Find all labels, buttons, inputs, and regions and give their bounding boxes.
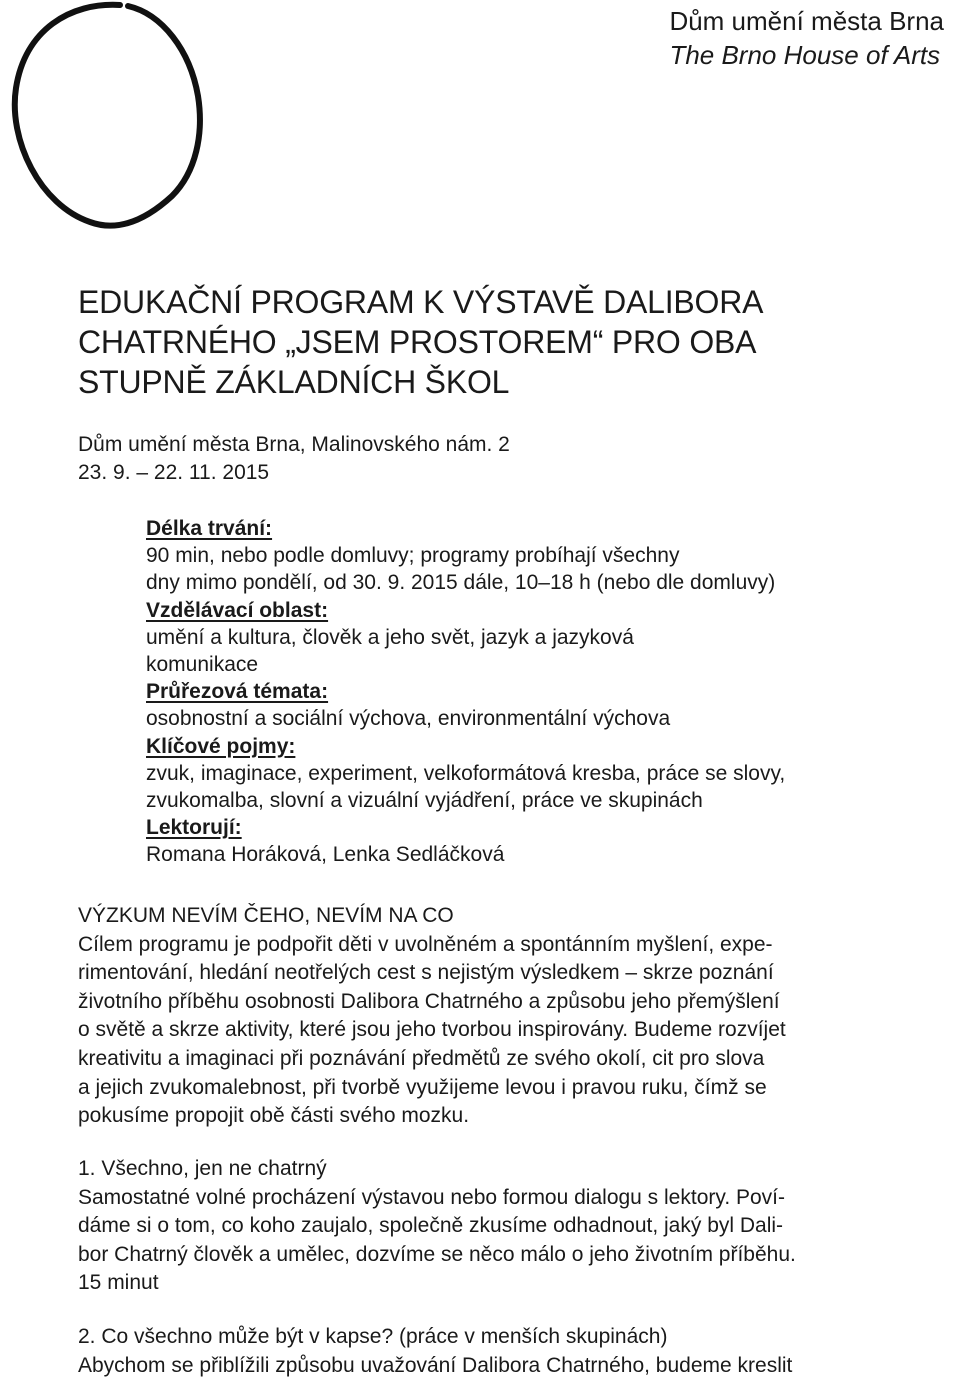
duration-label: Délka trvání: [146, 517, 273, 540]
area-text: umění a kultura, člověk a jeho svět, jazyk a jazyková [146, 625, 634, 649]
title-line: STUPNĚ ZÁKLADNÍCH ŠKOL [78, 364, 510, 400]
keywords-label: Klíčové pojmy: [146, 734, 296, 758]
duration-text: dny mimo pondělí, od 30. 9. 2015 dále, 10–18 h (nebo dle domluvy) [146, 571, 776, 595]
lecturers-label: Lektorují: [146, 816, 242, 840]
area-label: Vzdělávací oblast: [146, 598, 329, 622]
paragraph-line: o světě a skrze aktivity, které jsou jeho tvorbou inspirovány. Budeme rozvíjet [78, 1018, 786, 1042]
venue: Dům umění města Brna, Malinovského nám. 2 [78, 433, 510, 456]
section-heading: VÝZKUM NEVÍM ČEHO, NEVÍM NA CO [78, 904, 454, 927]
page-title [78, 282, 763, 402]
title-line: CHATRNÉHO „JSEM PROSTOREM“ PRO OBA [78, 324, 757, 360]
paragraph-line: rimentování, hledání neotřelých cest s nejistým výsledkem – skrze poznání [78, 961, 774, 985]
paragraph-line: pokusíme propojit obě části svého mozku. [78, 1104, 470, 1128]
duration-text: 90 min, nebo podle domluvy; programy probíhají všechny [146, 544, 680, 568]
keywords-text: zvuk, imaginace, experiment, velkoformátová kresba, práce se slovy, [146, 761, 786, 785]
event-meta [78, 431, 510, 487]
part2-section [78, 1323, 908, 1380]
paragraph-line: Cílem programu je podpořit děti v uvolněném a spontánním myšlení, expe- [78, 932, 773, 956]
lecturers-text: Romana Horáková, Lenka Sedláčková [146, 843, 505, 867]
paragraph-line: Samostatné volné procházení výstavou nebo formou dialogu s lektory. Poví- [78, 1185, 785, 1209]
title-line: EDUKAČNÍ PROGRAM K VÝSTAVĚ DALIBORA [78, 284, 764, 320]
paragraph-line: a jejich zvukomalebnost, při tvorbě využijeme levou i pravou ruku, čímž se [78, 1075, 767, 1099]
paragraph-line: kreativitu a imaginaci při poznávání předmětů ze svého okolí, cit pro slova [78, 1046, 765, 1070]
section-heading: 1. Všechno, jen ne chatrný [78, 1157, 327, 1180]
paragraph-line: bor Chatrný člověk a umělec, dozvíme se něco málo o jeho životním příběhu. [78, 1242, 796, 1266]
dates: 23. 9. – 22. 11. 2015 [78, 461, 270, 484]
paragraph-line: Abychom se přiblížili způsobu uvažování Dalibora Chatrného, budeme kreslit [78, 1353, 793, 1377]
paragraph-line: životního příběhu osobnosti Dalibora Chatrného a způsobu jeho přemýšlení [78, 989, 780, 1013]
research-section [78, 902, 908, 1131]
section-heading: 2. Co všechno může být v kapse? (práce v menších skupinách) [78, 1325, 668, 1348]
organization-name [669, 4, 944, 72]
part1-section [78, 1155, 908, 1298]
org-name-en: The Brno House of Arts [669, 40, 941, 70]
brno-house-of-arts-logo [0, 0, 215, 245]
org-name-cz: Dům umění města Brna [669, 6, 944, 36]
themes-label: Průřezová témata: [146, 680, 329, 704]
paragraph-line: 15 minut [78, 1271, 159, 1295]
paragraph-line: dáme si o tom, co koho zaujalo, společně zkusíme odhadnout, jaký byl Dali- [78, 1214, 784, 1238]
keywords-text: zvukomalba, slovní a vizuální vyjádření, práce ve skupinách [146, 789, 703, 813]
themes-text: osobnostní a sociální výchova, environmentální výchova [146, 707, 671, 731]
program-info [146, 515, 946, 869]
area-text: komunikace [146, 653, 259, 677]
